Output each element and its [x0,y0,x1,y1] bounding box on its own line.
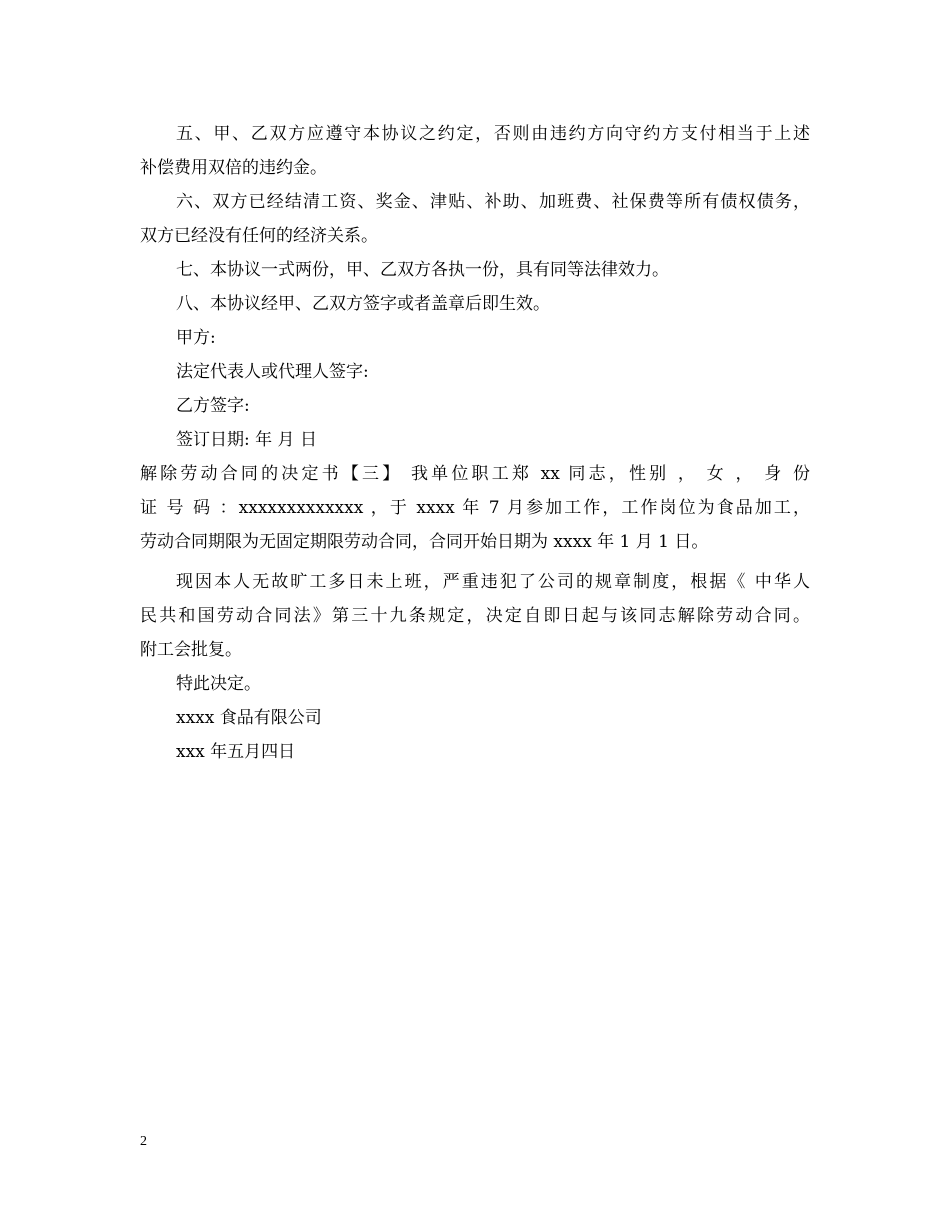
decision-statement: 特此决定。 [176,674,261,694]
page-number: 2 [140,1134,147,1149]
reason-line-3: 附工会批复。 [140,640,242,660]
party-a-label: 甲方: [176,328,216,348]
decision-letter-line-2: 证 号 码 ：xxxxxxxxxxxxx ，于 xxxx 年 7 月参加工作，工作岗位为食品加工， [140,498,810,518]
reason-line-1: 现因本人无故旷工多日未上班，严重违犯了公司的规章制度，根据《 中华人 [176,572,810,592]
clause-5-line-1: 五、甲、乙双方应遵守本协议之约定，否则由违约方向守约方支付相当于上述 [176,124,810,144]
signing-date-label: 签订日期: 年 月 日 [176,430,317,450]
legal-representative-signature-label: 法定代表人或代理人签字: [176,362,369,382]
clause-6-line-2: 双方已经没有任何的经济关系。 [140,226,378,246]
party-b-signature-label: 乙方签字: [176,396,250,416]
clause-5-line-2: 补偿费用双倍的违约金。 [140,158,327,178]
decision-letter-line-1: 解除劳动合同的决定书【三】 我单位职工郑 xx 同志，性别 ， 女 ， 身 份 [140,464,810,484]
reason-line-2: 民共和国劳动合同法》第三十九条规定，决定自即日起与该同志解除劳动合同。 [140,606,810,626]
clause-8: 八、本协议经甲、乙双方签字或者盖章后即生效。 [176,294,550,314]
company-name: xxxx 食品有限公司 [176,708,322,728]
clause-6-line-1: 六、双方已经结清工资、奖金、津贴、补助、加班费、社保费等所有债权债务， [176,192,810,212]
document-date: xxx 年五月四日 [176,742,296,762]
clause-7: 七、本协议一式两份，甲、乙双方各执一份，具有同等法律效力。 [176,260,669,280]
decision-letter-line-3: 劳动合同期限为无固定期限劳动合同，合同开始日期为 xxxx 年 1 月 1 日。 [140,532,709,552]
